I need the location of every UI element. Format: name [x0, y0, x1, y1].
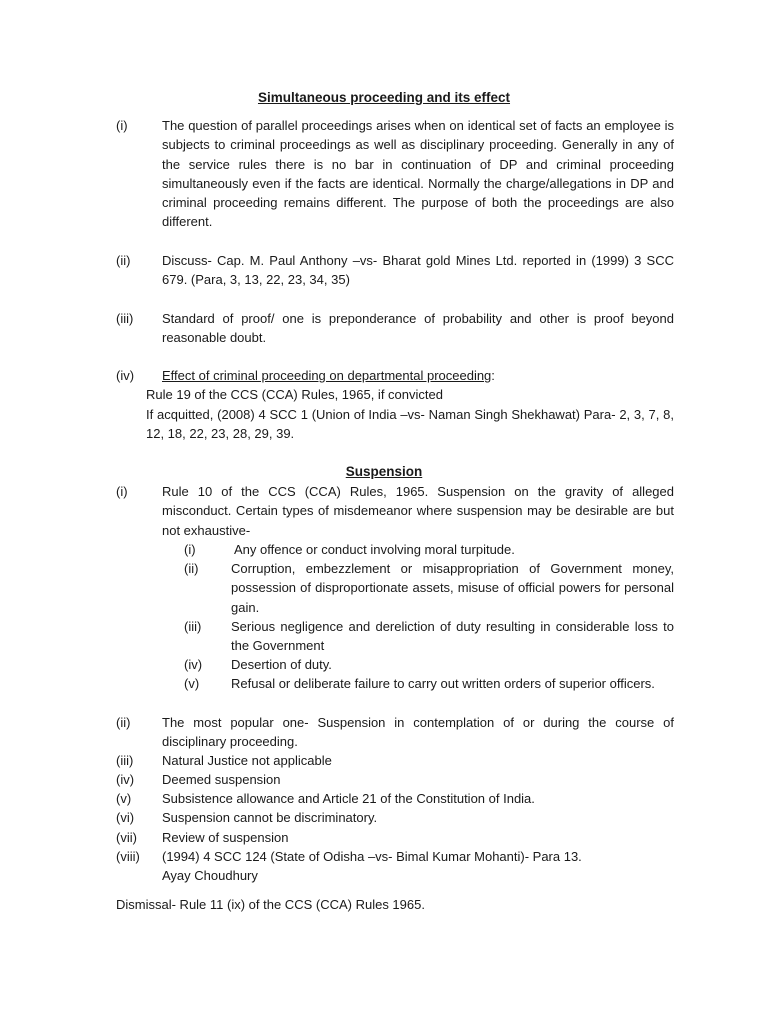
item-text: Subsistence allowance and Article 21 of the Constitution of India. — [162, 791, 535, 806]
item-number: (iii) — [116, 311, 134, 326]
item-number: (viii) — [116, 849, 140, 864]
suspension-item-vii — [116, 828, 674, 847]
suspension-item-i — [116, 482, 674, 540]
sub-item-iii — [184, 617, 674, 656]
suspension-item-viii — [116, 847, 674, 886]
dismissal-text: Dismissal- Rule 11 (ix) of the CCS (CCA) Rules 1965. — [116, 897, 425, 912]
sub-item-number: (v) — [184, 676, 200, 691]
list-item-iii — [116, 309, 674, 348]
item-text: Review of suspension — [162, 830, 289, 845]
item-text: Discuss- Cap. M. Paul Anthony –vs- Bharat gold Mines Ltd. reported in (1999) 3 SCC 679. (Para, 3, 13, 22, 23, 34, 35) — [162, 253, 674, 288]
item-text-line2: Rule 19 of the CCS (CCA) Rules, 1965, if convicted — [146, 387, 443, 403]
suspension-item-iv — [116, 770, 674, 789]
sub-item-text: Serious negligence and dereliction of duty resulting in considerable loss to the Government — [231, 619, 674, 654]
sub-item-number: (iii) — [184, 619, 202, 634]
sub-item-number: (i) — [184, 542, 196, 557]
sub-item-v — [184, 674, 674, 693]
item-text: Deemed suspension — [162, 772, 281, 787]
sub-item-i — [184, 540, 674, 559]
sub-item-number: (ii) — [184, 561, 199, 576]
list-item-ii — [116, 251, 674, 290]
item-text: (1994) 4 SCC 124 (State of Odisha –vs- Bimal Kumar Mohanti)- Para 13. — [162, 849, 582, 864]
colon-text: : — [491, 368, 495, 383]
sub-item-text: Any offence or conduct involving moral turpitude. — [234, 542, 515, 557]
item-number: (iv) — [116, 772, 135, 787]
item-text: Standard of proof/ one is preponderance of probability and other is proof beyond reasonable doubt. — [162, 311, 674, 346]
item-text-line2: Ayay Choudhury — [162, 868, 258, 884]
suspension-item-v — [116, 789, 674, 808]
suspension-item-vi — [116, 808, 674, 827]
suspension-item-ii — [116, 713, 674, 752]
suspension-item-iii — [116, 751, 674, 770]
item-text: The most popular one- Suspension in contemplation of or during the course of disciplinary proceeding. — [162, 715, 674, 750]
item-number: (i) — [116, 484, 128, 499]
item-number: (i) — [116, 118, 128, 133]
sub-item-iv — [184, 655, 674, 674]
sub-item-text: Corruption, embezzlement or misappropriation of Government money, possession of disproportionate assets, misuse of official powers for personal gain. — [231, 561, 674, 615]
section-subheading: Effect of criminal proceeding on departmental proceeding — [162, 368, 492, 383]
list-item-iv — [116, 366, 674, 443]
item-number: (ii) — [116, 253, 131, 268]
sub-item-number: (iv) — [184, 657, 203, 672]
item-number: (vii) — [116, 830, 137, 845]
sub-item-text: Desertion of duty. — [231, 657, 332, 672]
item-text: Natural Justice not applicable — [162, 753, 332, 768]
item-text: Rule 10 of the CCS (CCA) Rules, 1965. Suspension on the gravity of alleged misconduct. Certain types of misdemeanor where suspension may be desirable are but not exhaustive- — [162, 484, 674, 538]
item-text-line3: If acquitted, (2008) 4 SCC 1 (Union of India –vs- Naman Singh Shekhawat) Para- 2, 3, 7, 8, 12, 18, 22, 23, 28, 29, 39. — [146, 406, 674, 441]
page-title: Simultaneous proceeding and its effect — [257, 90, 511, 105]
item-number: (vi) — [116, 810, 135, 825]
item-number: (iii) — [116, 753, 134, 768]
suspension-heading: Suspension — [345, 464, 423, 479]
sub-item-ii — [184, 559, 674, 617]
item-text: Suspension cannot be discriminatory. — [162, 810, 378, 825]
item-number: (ii) — [116, 715, 131, 730]
item-number: (v) — [116, 791, 132, 806]
item-number: (iv) — [116, 368, 135, 383]
item-text: The question of parallel proceedings arises when on identical set of facts an employee is subjects to criminal proceedings as well as disciplinary proceeding. Generally in any of the service rules there is no bar in continuation of DP and criminal proceeding simultaneously even if the facts are identical. Normally the charge/allegations in DP and criminal proceeding remains different. The purpose of both the proceedings are also different. — [162, 118, 674, 230]
sub-item-text: Refusal or deliberate failure to carry out written orders of superior officers. — [231, 676, 655, 691]
list-item-i — [116, 116, 674, 232]
